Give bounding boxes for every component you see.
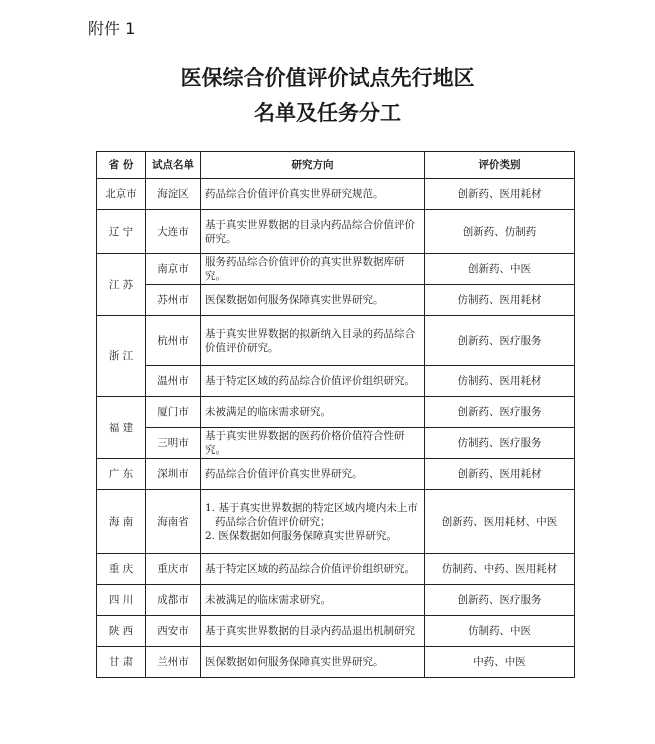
direction-line: 未被满足的临床需求研究。 (205, 406, 331, 418)
pilot-regions-table (96, 151, 575, 678)
direction-line: 未被满足的临床需求研究。 (205, 594, 331, 606)
province-cell: 重 庆 (97, 554, 146, 585)
direction-line: 价值评价研究。 (205, 341, 279, 354)
category-cell: 仿制药、医疗服务 (425, 428, 575, 459)
direction-line: 药品综合价值评价真实世界研究规范。 (205, 188, 384, 200)
table-row (97, 366, 575, 397)
column-header-pilot-list: 试点名单 (146, 152, 201, 179)
table-row (97, 285, 575, 316)
city-cell: 厦门市 (146, 397, 201, 428)
city-cell: 海淀区 (146, 179, 201, 210)
category-cell: 创新药、医用耗材、中医 (425, 490, 575, 554)
city-cell: 苏州市 (146, 285, 201, 316)
direction-line: 研究。 (205, 232, 237, 245)
table-row (97, 616, 575, 647)
direction-cell (201, 428, 425, 459)
direction-cell (201, 554, 425, 585)
category-cell: 创新药、医用耗材 (425, 179, 575, 210)
city-cell: 重庆市 (146, 554, 201, 585)
city-cell: 大连市 (146, 210, 201, 254)
category-cell: 仿制药、医用耗材 (425, 285, 575, 316)
direction-cell (201, 490, 425, 554)
direction-cell (201, 366, 425, 397)
direction-line: 药品综合价值评价研究； (215, 515, 331, 528)
table-header-row (97, 152, 575, 179)
table-row (97, 316, 575, 366)
city-cell: 杭州市 (146, 316, 201, 366)
direction-cell (201, 616, 425, 647)
direction-line: 基于真实世界数据的目录内药品综合价值评价 (205, 218, 415, 231)
attachment-label: 附件 1 (88, 19, 136, 38)
column-header-research-direction: 研究方向 (201, 152, 425, 179)
table-row (97, 585, 575, 616)
province-cell: 陕 西 (97, 616, 146, 647)
direction-line: 1. 基于真实世界数据的特定区域内境内未上市 (205, 501, 418, 514)
table-row (97, 254, 575, 285)
city-cell: 深圳市 (146, 459, 201, 490)
document-title-line-2: 名单及任务分工 (254, 100, 401, 125)
category-cell: 创新药、医疗服务 (425, 316, 575, 366)
direction-line: 基于真实世界数据的医药价格价值符合性研究。 (205, 430, 405, 456)
category-cell: 创新药、医疗服务 (425, 585, 575, 616)
direction-cell (201, 459, 425, 490)
column-header-province: 省 份 (97, 152, 146, 179)
province-cell: 四 川 (97, 585, 146, 616)
province-cell: 福 建 (97, 397, 146, 459)
table-row (97, 210, 575, 254)
province-cell: 广 东 (97, 459, 146, 490)
direction-cell (201, 285, 425, 316)
category-cell: 仿制药、中医 (425, 616, 575, 647)
table-row (97, 647, 575, 678)
category-cell: 创新药、中医 (425, 254, 575, 285)
table-row (97, 428, 575, 459)
city-cell: 南京市 (146, 254, 201, 285)
city-cell: 成都市 (146, 585, 201, 616)
direction-cell (201, 397, 425, 428)
province-cell: 浙 江 (97, 316, 146, 397)
direction-line: 服务药品综合价值评价的真实世界数据库研究。 (205, 256, 405, 282)
city-cell: 兰州市 (146, 647, 201, 678)
table-row (97, 397, 575, 428)
direction-cell (201, 210, 425, 254)
city-cell: 海南省 (146, 490, 201, 554)
direction-cell (201, 254, 425, 285)
table-row (97, 459, 575, 490)
direction-cell (201, 179, 425, 210)
direction-line: 基于特定区域的药品综合价值评价组织研究。 (205, 563, 415, 575)
city-cell: 三明市 (146, 428, 201, 459)
direction-line: 医保数据如何服务保障真实世界研究。 (205, 294, 384, 306)
province-cell: 北京市 (97, 179, 146, 210)
direction-line: 基于真实世界数据的目录内药品退出机制研究 (205, 625, 415, 637)
category-cell: 创新药、医疗服务 (425, 397, 575, 428)
document-title-line-1: 医保综合价值评价试点先行地区 (180, 65, 475, 90)
table-row (97, 554, 575, 585)
direction-cell (201, 647, 425, 678)
direction-cell (201, 316, 425, 366)
category-cell: 仿制药、中药、医用耗材 (425, 554, 575, 585)
table-row (97, 179, 575, 210)
city-cell: 温州市 (146, 366, 201, 397)
direction-line: 基于特定区域的药品综合价值评价组织研究。 (205, 375, 415, 387)
province-cell: 辽 宁 (97, 210, 146, 254)
column-header-evaluation-category: 评价类别 (425, 152, 575, 179)
category-cell: 仿制药、医用耗材 (425, 366, 575, 397)
province-cell: 江 苏 (97, 254, 146, 316)
direction-line: 药品综合价值评价真实世界研究。 (205, 468, 363, 480)
category-cell: 创新药、医用耗材 (425, 459, 575, 490)
direction-line: 医保数据如何服务保障真实世界研究。 (205, 656, 384, 668)
province-cell: 海 南 (97, 490, 146, 554)
category-cell: 中药、中医 (425, 647, 575, 678)
city-cell: 西安市 (146, 616, 201, 647)
category-cell: 创新药、仿制药 (425, 210, 575, 254)
province-cell: 甘 肃 (97, 647, 146, 678)
direction-cell (201, 585, 425, 616)
direction-line: 基于真实世界数据的拟新纳入目录的药品综合 (205, 327, 415, 340)
table-row (97, 490, 575, 554)
direction-line: 2. 医保数据如何服务保障真实世界研究。 (205, 529, 397, 542)
